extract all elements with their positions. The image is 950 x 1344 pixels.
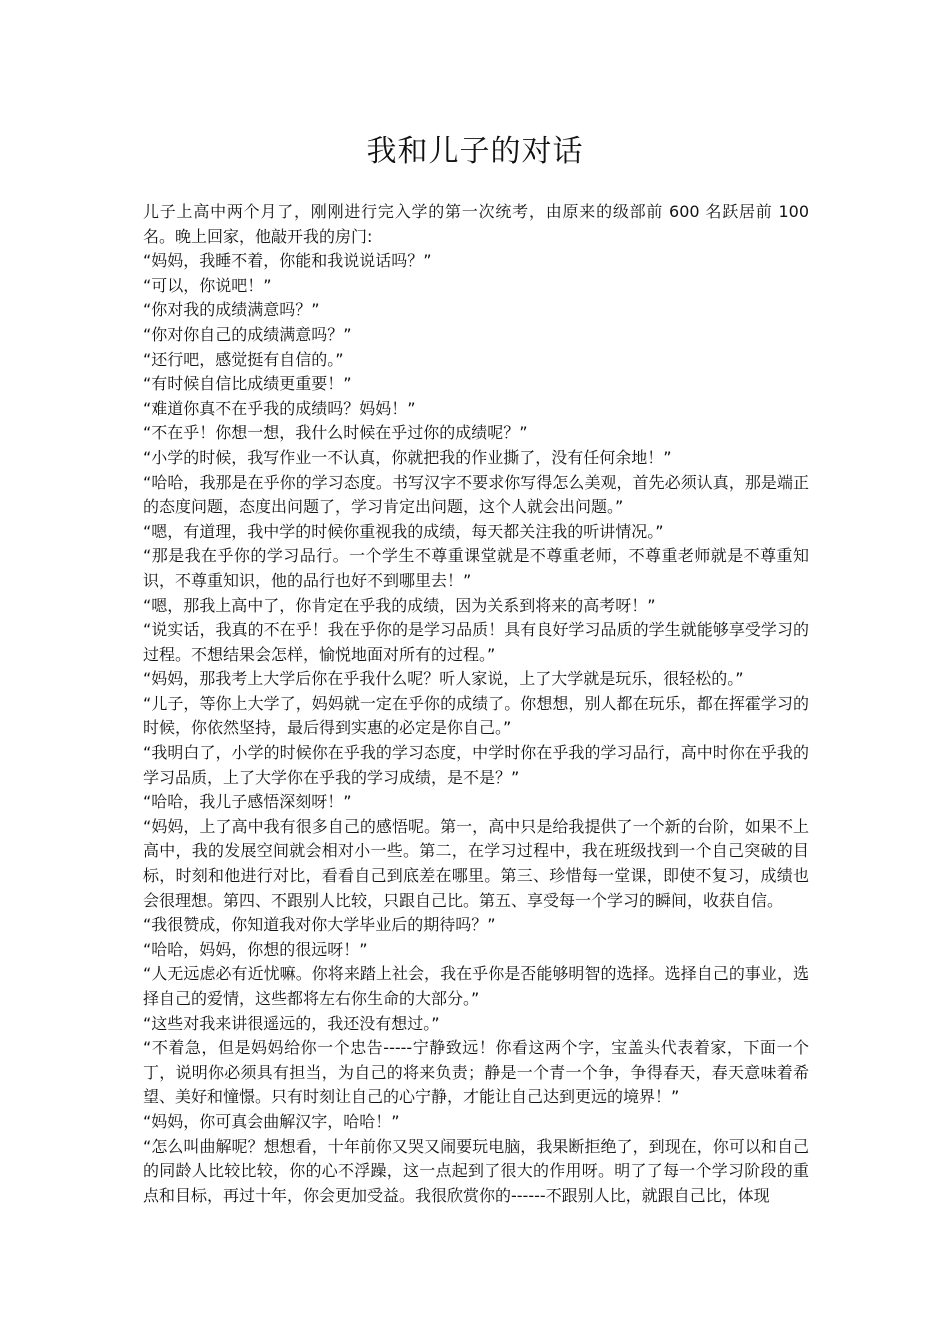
paragraph: “那是我在乎你的学习品行。一个学生不尊重课堂就是不尊重老师，不尊重老师就是不尊重知识，不尊重知识，他的品行也好不到哪里去！” [143, 546, 809, 590]
paragraph: “妈妈，你可真会曲解汉字，哈哈！” [143, 1111, 400, 1131]
paragraph: “人无远虑必有近忧嘛。你将来踏上社会，我在乎你是否能够明智的选择。选择自己的事业，选择自己的爱情，这些都将左右你生命的大部分。” [143, 964, 809, 1008]
paragraph: 儿子上高中两个月了，刚刚进行完入学的第一次统考，由原来的级部前 600 名跃居前 100 名。晚上回家，他敲开我的房门: [143, 202, 809, 246]
paragraph: “小学的时候，我写作业一不认真，你就把我的作业撕了，没有任何余地！” [143, 447, 672, 467]
document-body [143, 200, 809, 1208]
paragraph: “这些对我来讲很遥远的，我还没有想过。” [143, 1013, 440, 1033]
paragraph: “有时候自信比成绩更重要！” [143, 374, 352, 394]
paragraph: “妈妈，我睡不着，你能和我说说话吗？” [143, 251, 432, 271]
paragraph: “不在乎！你想一想，我什么时候在乎过你的成绩呢？” [143, 423, 528, 443]
paragraph: “难道你真不在乎我的成绩吗？妈妈！” [143, 398, 416, 418]
paragraph: “你对你自己的成绩满意吗？” [143, 324, 352, 344]
paragraph: “嗯，那我上高中了，你肯定在乎我的成绩，因为关系到将来的高考呀！” [143, 595, 656, 615]
paragraph: “儿子，等你上大学了，妈妈就一定在乎你的成绩了。你想想，别人都在玩乐，都在挥霍学习的时候，你依然坚持，最后得到实惠的必定是你自己。” [143, 693, 809, 738]
paragraph: “可以，你说吧！” [143, 275, 272, 295]
paragraph: “我很赞成，你知道我对你大学毕业后的期待吗？” [143, 915, 496, 935]
paragraph: “妈妈，上了高中我有很多自己的感悟呢。第一，高中只是给我提供了一个新的台阶，如果不上高中，我的发展空间就会相对小一些。第二，在学习过程中，我在班级找到一个自己突破的目标，时刻和他进行对比，看看自己到底差在哪里。第三、珍惜每一堂课，即使不复习，成绩也会很理想。第四、不跟别人比较，只跟自己比。第五、享受每一个学习的瞬间，收获自信。 [143, 816, 809, 910]
paragraph: “说实话，我真的不在乎！我在乎你的是学习品质！具有良好学习品质的学生就能够享受学习的过程。不想结果会怎样，愉悦地面对所有的过程。” [143, 620, 809, 664]
paragraph: “还行吧，感觉挺有自信的。” [143, 349, 344, 369]
document-title: 我和儿子的对话 [366, 134, 584, 169]
paragraph: “你对我的成绩满意吗？” [143, 300, 320, 320]
paragraph: “怎么叫曲解呢？想想看，十年前你又哭又闹要玩电脑，我果断拒绝了，到现在，你可以和自己的同龄人比较比较，你的心不浮躁，这一点起到了很大的作用呀。明了了每一个学习阶段的重点和目标，再过十年，你会更加受益。我很欣赏你的------不跟别人比，就跟自己比，体现 [143, 1136, 809, 1205]
paragraph: “哈哈，我那是在乎你的学习态度。书写汉字不要求你写得怎么美观，首先必须认真，那是端正的态度问题，态度出问题了，学习肯定出问题，这个人就会出问题。” [143, 472, 809, 517]
paragraph: “我明白了，小学的时候你在乎我的学习态度，中学时你在乎我的学习品行，高中时你在乎我的学习品质，上了大学你在乎我的学习成绩，是不是？” [143, 743, 809, 787]
paragraph: “嗯，有道理，我中学的时候你重视我的成绩，每天都关注我的听讲情况。” [143, 521, 664, 541]
paragraph: “哈哈，妈妈，你想的很远呀！” [143, 939, 368, 959]
paragraph: “哈哈，我儿子感悟深刻呀！” [143, 792, 352, 812]
paragraph: “不着急，但是妈妈给你一个忠告-----宁静致远！你看这两个字，宝盖头代表着家，下面一个丁，说明你必须具有担当，为自己的将来负责；静是一个青一个争，争得春天，春天意味着希望、美好和憧憬。只有时刻让自己的心宁静，才能让自己达到更远的境界！” [143, 1038, 809, 1107]
paragraph: “妈妈，那我考上大学后你在乎我什么呢？听人家说，上了大学就是玩乐，很轻松的。” [143, 669, 744, 689]
